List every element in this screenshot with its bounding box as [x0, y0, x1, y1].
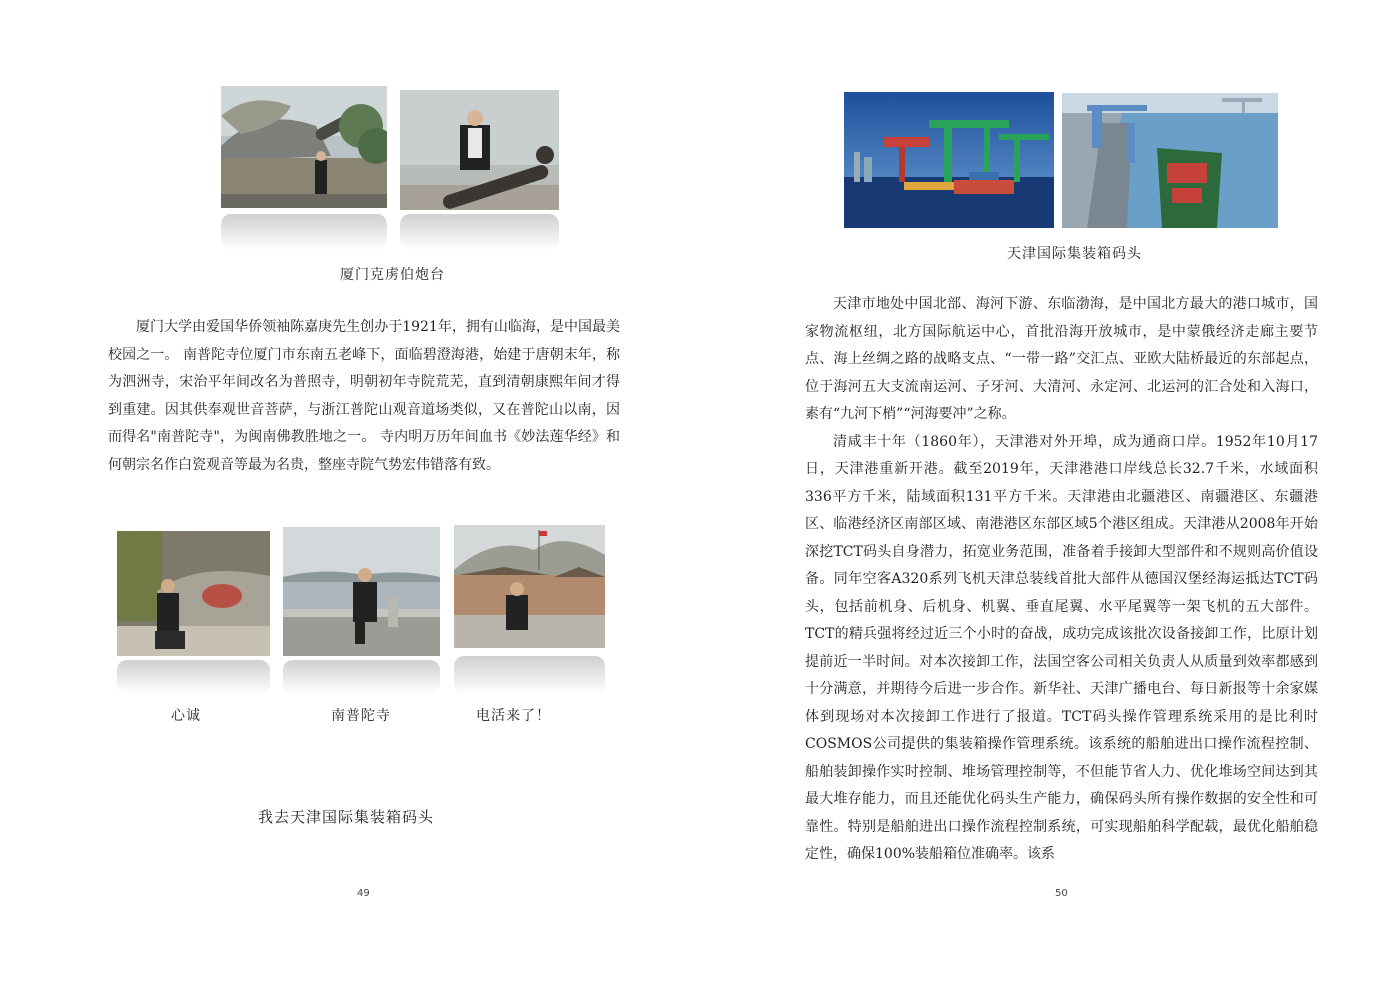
caption-nanputuo: 南普陀寺 [331, 708, 391, 724]
paragraph-1: 天津市地处中国北部、海河下游、东临渤海，是中国北方最大的港口城市，国家物流枢纽，北方国际航运中心，首批沿海开放城市，是中蒙俄经济走廊主要节点、海上丝绸之路的战略支点、“一带一路”交汇点、亚欧大陆桥最近的东部起点，位于海河五大支流南运河、子牙河、大清河、永定河、北运河的汇合处和入海口，素有“九河下梢”“河海要冲”之称。 [805, 296, 1318, 422]
caption-xincheng: 心诚 [171, 708, 201, 724]
photo-phone-call [454, 525, 605, 648]
page-number: 50 [1055, 888, 1068, 899]
photo-reflection [283, 660, 440, 694]
photo-reflection [454, 656, 605, 694]
photo-fort-cannon [221, 86, 387, 208]
photo-xincheng [117, 531, 270, 656]
photo-reflection [400, 214, 559, 250]
xiamen-paragraph [108, 314, 620, 479]
photo-port-cranes [844, 92, 1054, 228]
photo-port-aerial [1062, 93, 1278, 228]
photo-nanputuo [283, 527, 440, 656]
photo-reflection [221, 214, 387, 250]
section-heading: 我去天津国际集装箱码头 [258, 808, 435, 826]
paragraph-text: 厦门大学由爱国华侨领袖陈嘉庚先生创办于1921年，拥有山临海，是中国最美校园之一。 南普陀寺位厦门市东南五老峰下，面临碧澄海港，始建于唐朝末年，称为泗洲寺，宋治平年间改名为普照寺，明朝初年寺院荒芜，直到清朝康熙年间才得到重建。因其供奉观世音菩萨，与浙江普陀山观音道场类似，又在普陀山以南，因而得名"南普陀寺"，为闽南佛教胜地之一。 寺内明万历年间血书《妙法莲华经》和何朝宗名作白瓷观音等最为名贵，整座寺院气势宏伟错落有致。 [108, 319, 620, 473]
paragraph-2: 清咸丰十年（1860年），天津港对外开埠，成为通商口岸。1952年10月17日，天津港重新开港。截至2019年，天津港港口岸线总长32.7千米，水域面积336平方千米，陆域面积131平方千米。天津港由北疆港区、南疆港区、东疆港区、临港经济区南部区域、南港港区东部区域5个港区组成。天津港从2008年开始深挖TCT码头自身潜力，拓宽业务范围，准备着手接卸大型部件和不规则高价值设备。同年空客A320系列飞机天津总装线首批大部件从德国汉堡经海运抵达TCT码头，包括前机身、后机身、机翼、垂直尾翼、水平尾翼等一架飞机的五大部件。TCT的精兵强将经过近三个小时的奋战，成功完成该批次设备接卸工作，比原计划提前近一半时间。对本次接卸工作，法国空客公司相关负责人从质量到效率都感到十分满意，并期待今后进一步合作。新华社、天津广播电台、每日新报等十余家媒体到现场对本次接卸工作进行了报道。TCT码头操作管理系统采用的是比利时COSMOS公司提供的集装箱操作管理系统。该系统的船舶进出口操作流程控制、船舶装卸操作实时控制、堆场管理控制等，不但能节省人力、优化堆场空间达到其最大堆存能力，而且还能优化码头生产能力，确保码头所有操作数据的安全性和可靠性。特别是船舶进出口操作流程控制系统，可实现船舶科学配载，最优化船舶稳定性，确保100%装船箱位准确率。该系 [805, 433, 1318, 862]
caption-tianjin-port: 天津国际集装箱码头 [1007, 246, 1142, 262]
caption-phone-call: 电活来了！ [476, 708, 551, 724]
caption-fort: 厦门克虏伯炮台 [340, 267, 445, 283]
photo-reflection [117, 660, 270, 694]
photo-man-with-cannon [400, 90, 559, 210]
page-number: 49 [357, 888, 370, 899]
right-page [699, 0, 1398, 982]
tianjin-paragraphs [805, 291, 1318, 869]
